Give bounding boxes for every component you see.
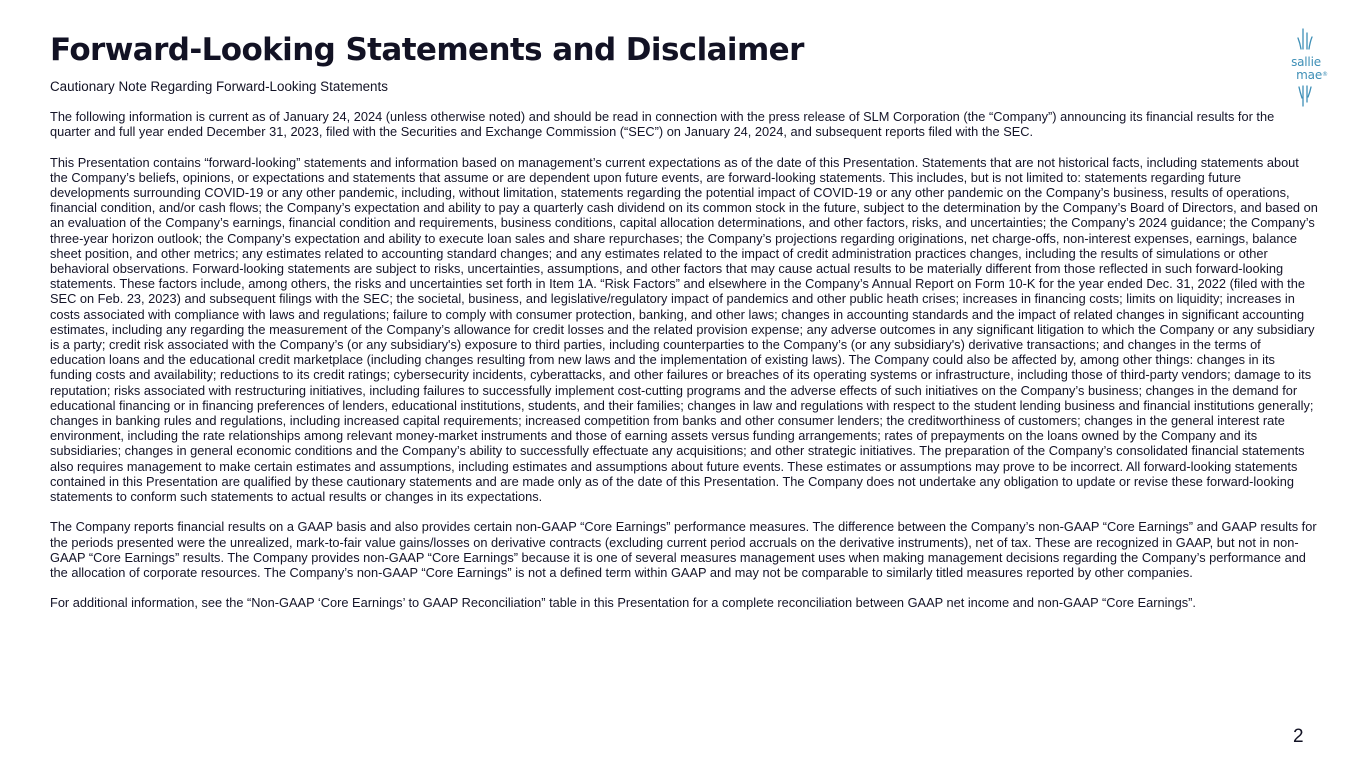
page-number: 2 <box>1293 726 1304 747</box>
logo-text-mae-word: mae <box>1296 68 1322 82</box>
disclaimer-body <box>50 109 1318 626</box>
section-subtitle: Cautionary Note Regarding Forward-Looking Statements <box>50 79 388 94</box>
paragraph-non-gaap: The Company reports financial results on a GAAP basis and also provides certain non-GAAP “Core Earnings” performance measures. The difference between the Company’s non-GAAP “Core Earnings” and GAAP results for the periods presented were the unrealized, mark-to-fair value gains/losses on derivative contracts (excluding current period accruals on the derivative instruments), net of tax. These are recognized in GAAP, but not in non-GAAP “Core Earnings” results. The Company provides non-GAAP “Core Earnings” because it is one of several measures management uses when making management decisions regarding the Company’s performance and the allocation of corporate resources. The Company’s non-GAAP “Core Earnings” is not a defined term within GAAP and may not be comparable to similarly titled measures reported by other companies. <box>50 519 1317 581</box>
logo-text-sallie: sallie <box>1291 55 1321 69</box>
paragraph-forward-looking: This Presentation contains “forward-looking” statements and information based on management’s current expectations as of the date of this Presentation. Statements that are not historical facts, including statements about the Company’s beliefs, opinions, or expectations and statements that assume or are dependent upon future events, are forward-looking statements. This includes, but is not limited to: statements regarding future developments surrounding COVID-19 or any other pandemic, including, without limitation, statements regarding the potential impact of COVID-19 or any other pandemic on the Company’s business, results of operations, financial condition, and/or cash flows; the Company’s expectation and ability to pay a quarterly cash dividend on its common stock in the future, subject to the determination by the Company’s Board of Directors, and based on an evaluation of the Company’s earnings, financial condition and requirements, business conditions, capital allocation determinations, and other factors, risks, and uncertainties; the Company’s 2024 guidance; the Company’s three-year horizon outlook; the Company’s expectation and ability to execute loan sales and share repurchases; the Company’s projections regarding originations, net charge-offs, non-interest expenses, earnings, balance sheet position, and other metrics; any estimates related to accounting standard changes; and any estimates related to the impact of credit administration practices changes, including the results of simulations or other behavioral observations. Forward-looking statements are subject to risks, uncertainties, assumptions, and other factors that may cause actual results to be materially different from those reflected in such forward-looking statements. These factors include, among others, the risks and uncertainties set forth in Item 1A. “Risk Factors” and elsewhere in the Company’s Annual Report on Form 10-K for the year ended Dec. 31, 2022 (filed with the SEC on Feb. 23, 2023) and subsequent filings with the SEC; the societal, business, and legislative/regulatory impact of pandemics and other public heath crises; increases in financing costs; limits on liquidity; increases in costs associated with compliance with laws and regulations; failure to comply with consumer protection, banking, and other laws; changes in accounting standards and the impact of related changes in significant accounting estimates, including any regarding the measurement of the Company’s allowance for credit losses and the related provision expense; any adverse outcomes in any significant litigation to which the Company or any subsidiary is a party; credit risk associated with the Company’s (or any subsidiary's) exposure to third parties, including counterparties to the Company’s (or any subsidiary's) derivative transactions; and changes in the terms of education loans and the educational credit marketplace (including changes resulting from new laws and the implementation of existing laws). The Company could also be affected by, among other things: changes in its funding costs and availability; reductions to its credit ratings; cybersecurity incidents, cyberattacks, and other failures or breaches of its operating systems or infrastructure, including those of third-party vendors; damage to its reputation; risks associated with restructuring initiatives, including failures to successfully implement cost-cutting programs and the adverse effects of such initiatives on the Company’s business; changes in the demand for educational financing or in financing preferences of lenders, educational institutions, students, and their families; changes in law and regulations with respect to the student lending business and financial institutions generally; changes in banking rules and regulations, including increased capital requirements; increased competition from banks and other consumer lenders; the creditworthiness of customers; changes in the general interest rate environment, including the rate relationships among relevant money-market instruments and those of earning assets versus funding arrangements; rates of prepayments on the loans owned by the Company and its subsidiaries; changes in general economic conditions and the Company’s ability to successfully effectuate any acquisitions; and other strategic initiatives. The preparation of the Company’s consolidated financial statements also requires management to make certain estimates and assumptions, including estimates and assumptions about future events. These estimates or assumptions may prove to be incorrect. All forward-looking statements contained in this Presentation are qualified by these cautionary statements and are made only as of the date of this Presentation. The Company does not undertake any obligation to update or revise these forward-looking statements to conform such statements to actual results or changes in its expectations. <box>50 154 1318 505</box>
logo-registered-mark: ® <box>1322 71 1328 78</box>
page-title: Forward-Looking Statements and Disclaimer <box>50 32 804 68</box>
sallie-mae-logo <box>1276 26 1336 110</box>
paragraph-current-info: The following information is current as of January 24, 2024 (unless otherwise noted) and should be read in connection with the press release of SLM Corporation (the “Company”) announcing its financial results for the quarter and full year ended December 31, 2023, filed with the Securities and Exchange Commission (“SEC”) on January 24, 2024, and subsequent reports filed with the SEC. <box>50 109 1275 140</box>
paragraph-additional-info: For additional information, see the “Non-GAAP ‘Core Earnings’ to GAAP Reconciliation” table in this Presentation for a complete reconciliation between GAAP net income and non-GAAP “Core Earnings”. <box>50 595 1196 611</box>
logo-text-mae <box>1282 69 1342 81</box>
